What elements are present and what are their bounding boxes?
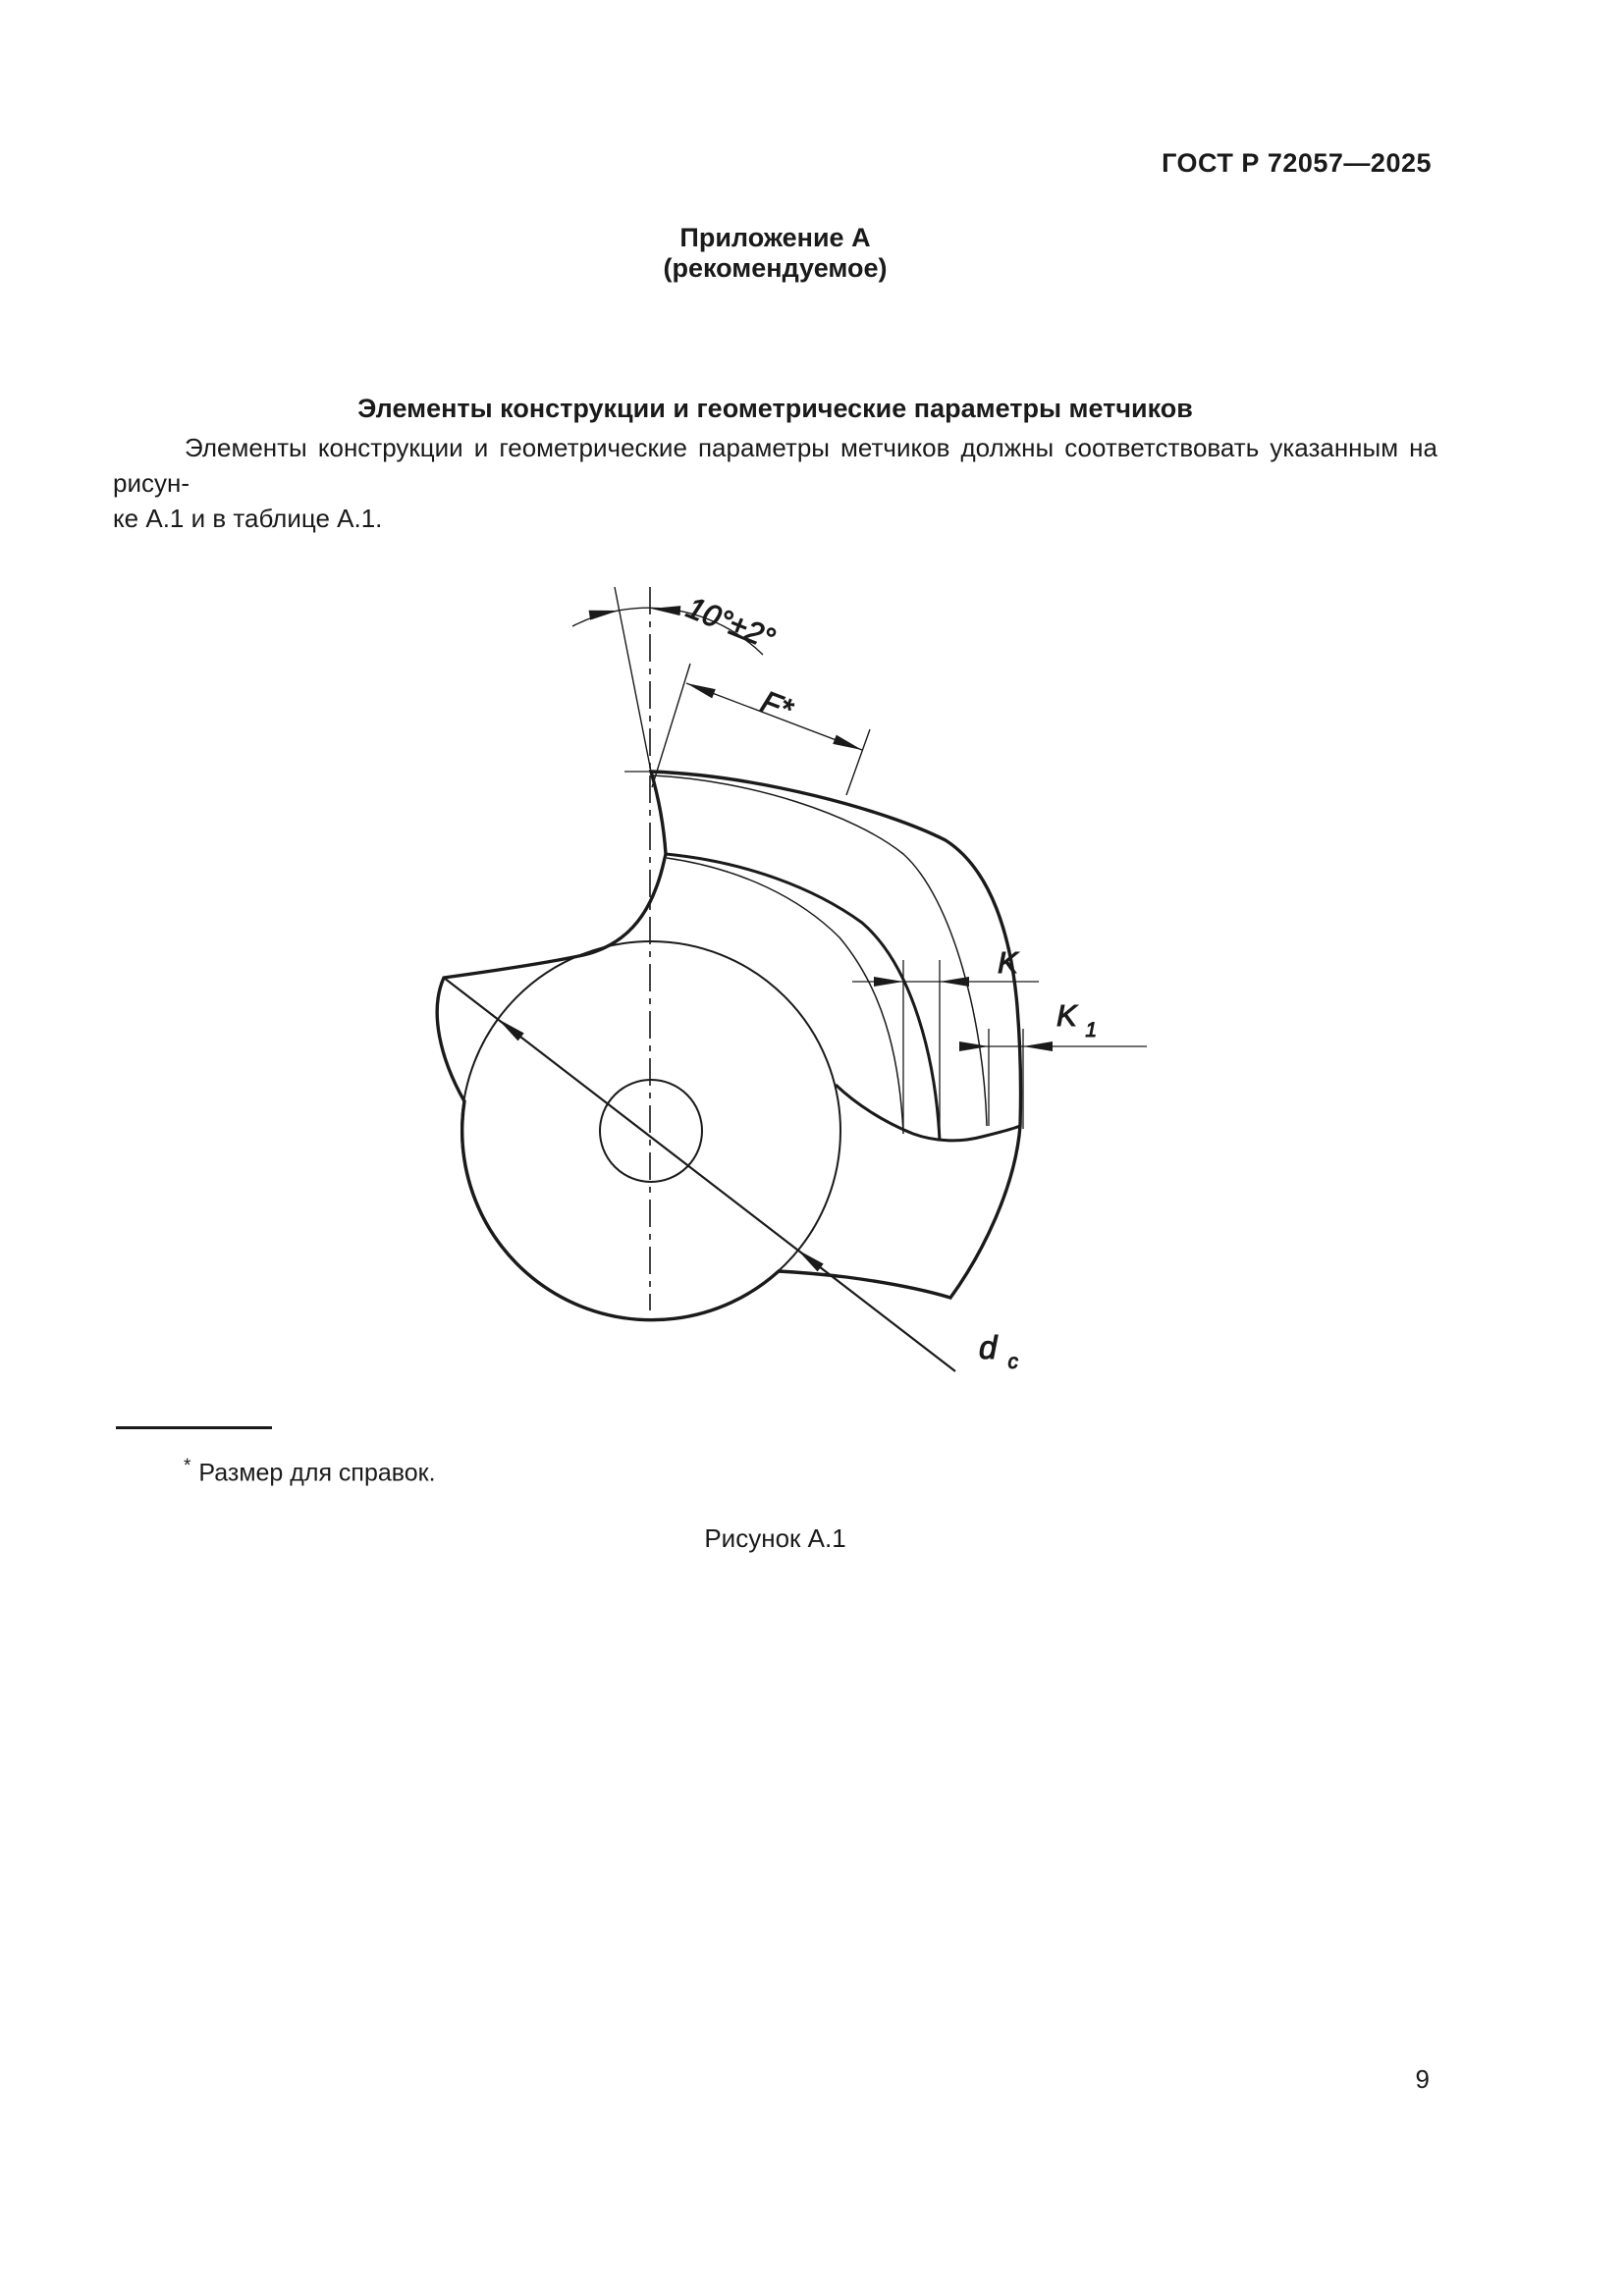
appendix-title: Приложение А [679, 223, 871, 252]
figure-caption: Рисунок А.1 [704, 1523, 846, 1553]
rake-angle-label: 10°±2° [681, 590, 781, 657]
angle-arrow-right [651, 604, 681, 615]
relief-k1-subscript: 1 [1085, 1019, 1097, 1041]
footnote-divider [116, 1426, 272, 1429]
tap-outline [437, 772, 1020, 1320]
page-number: 9 [1415, 2064, 1430, 2094]
paragraph-line-2: ке А.1 и в таблице А.1. [113, 504, 383, 533]
standard-designation: ГОСТ Р 72057—2025 [1162, 148, 1432, 178]
relief-k1-label [1056, 998, 1097, 1041]
core-diameter-base: d [979, 1329, 998, 1365]
land-width-label: F* [756, 683, 797, 727]
footnote-text: Размер для справок. [198, 1459, 436, 1487]
angle-arrow-left [589, 606, 620, 620]
relief-arc-outer-thin [653, 775, 987, 1126]
relief-k-label: K [998, 945, 1018, 980]
f-arrow-left [684, 678, 716, 698]
paragraph-line-1: Элементы конструкции и геометрические параметры метчиков должны соответствовать указанным на рисун- [113, 433, 1437, 498]
footnote [184, 1456, 436, 1487]
k-arrow-right [940, 977, 969, 987]
footnote-marker: * [184, 1456, 191, 1476]
relief-k1-base: K [1056, 998, 1077, 1033]
flute-wall-curve [836, 1085, 1020, 1141]
core-diameter-label [979, 1329, 1019, 1373]
core-diameter-subscript: c [1007, 1351, 1019, 1373]
relieved-back-arc-heavy [666, 854, 940, 1141]
f-arrow-right [833, 735, 864, 755]
f-extension-line-2 [846, 729, 870, 795]
k-arrow-left [874, 977, 903, 987]
appendix-type: (рекомендуемое) [663, 253, 888, 283]
f-extension-line-1 [652, 664, 690, 787]
k1-arrow-left [959, 1041, 989, 1051]
center-hole-circle [600, 1080, 702, 1182]
section-title: Элементы конструкции и геометрические параметры метчиков [357, 394, 1193, 423]
rake-face-extension-line [615, 587, 651, 772]
k1-arrow-right [1023, 1041, 1053, 1051]
